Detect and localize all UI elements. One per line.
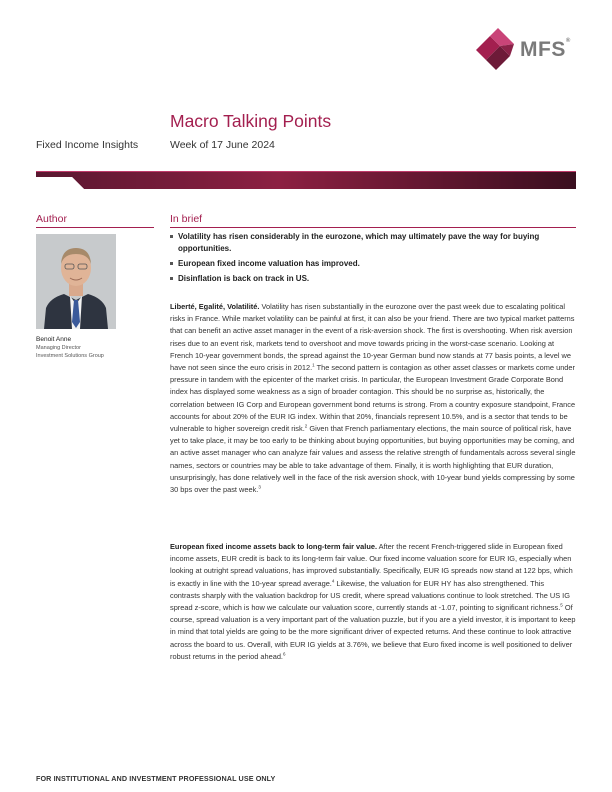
footnote-ref[interactable]: 4 bbox=[331, 578, 335, 584]
author-photo bbox=[36, 234, 116, 329]
bullet-square-icon bbox=[170, 235, 173, 238]
body-paragraph-volatility bbox=[170, 301, 576, 496]
bullet-text: Volatility has risen considerably in the eurozone, which may ultimately pave the way for buying opportunities. bbox=[178, 232, 540, 253]
author-heading: Author bbox=[36, 213, 67, 225]
paragraph-text: The second pattern is contagion as other asset classes or markets come under pressure in tandem with the epicenter of the market crisis. In particular, the European Investment Grade Corporate Bond index has displayed some weakness as a sign of broader contagion. This should be no surprise as, historically, the correlation between IG Corp and European government bond returns is strong. From a country exposure standpoint, France accounts for about 20% of the EUR IG index. Within that 20%, financials represent 10.5%, and is a sector that tends to be vulnerable to higher sovereign credit risk. bbox=[170, 363, 576, 434]
in-brief-heading: In brief bbox=[170, 213, 203, 225]
paragraph-text: Likewise, the valuation for EUR HY has also strengthened. This contrasts sharply with the valuation backdrop for US credit, where spread valuations continue to look stretched. The US IG spread z-score, which is how we calculate our valuation score, currently stands at -1.07, pointing to significant richness. bbox=[170, 578, 570, 613]
mfs-logo bbox=[476, 28, 582, 72]
in-brief-divider bbox=[170, 227, 576, 228]
bullet-square-icon bbox=[170, 277, 173, 280]
list-item bbox=[170, 273, 576, 285]
footnote-ref[interactable]: 3 bbox=[258, 484, 261, 490]
author-name: Benoit Anne bbox=[36, 336, 72, 343]
footer-disclaimer: FOR INSTITUTIONAL AND INVESTMENT PROFESSIONAL USE ONLY bbox=[36, 774, 276, 783]
brand-registered-mark: ® bbox=[565, 38, 571, 44]
footnote-ref[interactable]: 6 bbox=[283, 651, 286, 657]
brand-name: MFS bbox=[520, 38, 566, 61]
bullet-text: Disinflation is back on track in US. bbox=[178, 274, 310, 283]
footnote-ref[interactable]: 5 bbox=[560, 602, 563, 608]
series-name: Fixed Income Insights bbox=[36, 139, 139, 151]
paragraph-lead: European fixed income assets back to long-term fair value. bbox=[170, 542, 377, 551]
paragraph-text: After the recent French-triggered slide in European fixed income assets, EUR credit is back to its long-term fair value. Our fixed income valuation score for EUR IG, especially when looking at outright spread valuations, has improved substantially. Specifically, EUR IG spreads now stand at 122 bps, which is exactly in line with the 10-year spread average. bbox=[170, 542, 573, 588]
bullet-square-icon bbox=[170, 262, 173, 265]
author-divider bbox=[36, 227, 154, 228]
paragraph-text: Volatility has risen substantially in the eurozone over the past week due to escalating political risks in France. While market volatility can be painful at first, it can also be your friend. There are two typical market patterns that can benefit an active asset manager in the event of a risk-aversion shock. The first is overshooting. When risk aversion rises due to an event risk, markets tend to overshoot and move towards pricing in the worst-case scenario. Looking at French 10-year government bonds, the spread against the 10-year German bund now stands at 77 basis points, a level we have not seen since the euro crisis in 2012. bbox=[170, 302, 575, 373]
page-title: Macro Talking Points bbox=[170, 111, 332, 131]
paragraph-text: Given that French parliamentary elections, the main source of political risk, have yet to take place, it may be too early to be thinking about buying opportunities, but buying opportunities may be coming, and an active asset manager who can analyze fair values and assess the relative strength of fundamentals across several single names, sectors or countries may be able to take advantage of them. Finally, it is worth highlighting that EUR duration, unsurprisingly, has done relatively well in the face of the risk aversion shock, with 10-year bund yields compressing by some 30 bps over the past week. bbox=[170, 424, 576, 495]
paragraph-text: Of course, spread valuation is a very important part of the valuation puzzle, but if you are a yield investor, it is important to keep in mind that total yields are going to be the more significant driver of expected returns. And these continue to look attractive across the board to us. Overall, with EUR IG yields at 3.76%, we believe that Euro fixed income is well positioned to deliver robust returns in the period ahead. bbox=[170, 603, 576, 661]
author-group: Investment Solutions Group bbox=[36, 353, 104, 359]
week-date: Week of 17 June 2024 bbox=[170, 139, 275, 151]
in-brief-list bbox=[170, 231, 576, 288]
paragraph-lead: Liberté, Egalité, Volatilité. bbox=[170, 302, 260, 311]
bullet-text: European fixed income valuation has improved. bbox=[178, 259, 360, 268]
footnote-ref[interactable]: 1 bbox=[312, 362, 315, 368]
footnote-ref[interactable]: 2 bbox=[304, 423, 308, 429]
header-band bbox=[36, 171, 576, 189]
mfs-logo-mark-icon bbox=[476, 28, 518, 72]
list-item bbox=[170, 258, 576, 270]
author-title: Managing Director bbox=[36, 345, 81, 351]
body-paragraph-valuation bbox=[170, 541, 576, 663]
list-item bbox=[170, 231, 576, 255]
